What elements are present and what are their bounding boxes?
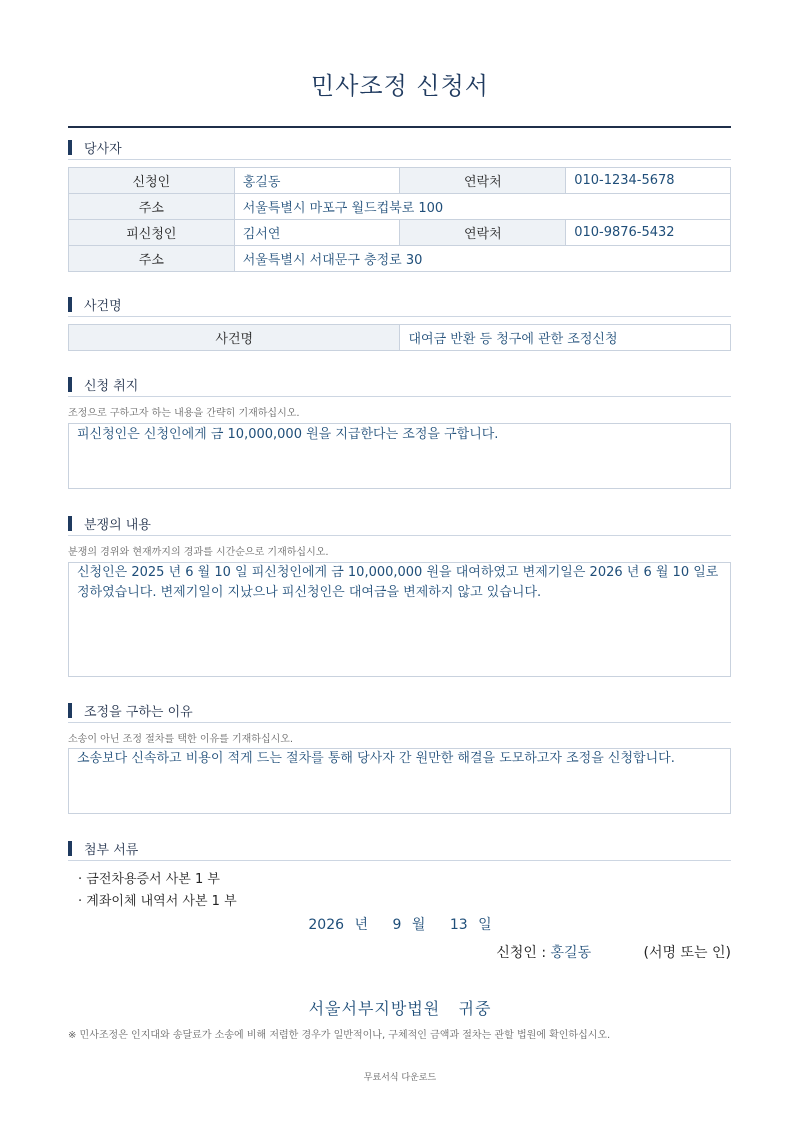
reason-hint: 소송이 아닌 조정 절차를 택한 이유를 기재하십시오. [68,734,294,745]
footnote: ※ 민사조정은 인지대와 송달료가 소송에 비해 저렴한 경우가 일반적이나, 구체적인 금액과 절차는 관할 법원에 확인하십시오. [68,1030,611,1041]
section-marker [68,377,72,392]
applicant-label: 신청인 [69,168,235,194]
applicant-contact-label: 연락처 [400,168,566,194]
date-month: 9 [392,917,402,933]
applicant-phone: 010-1234-5678 [566,168,731,194]
section-marker [68,703,72,718]
section-title: 당사자 [84,142,122,157]
section-marker [68,140,72,155]
dispute-hint: 분쟁의 경위와 현재까지의 경과를 시간순으로 기재하십시오. [68,547,329,558]
case-table [68,324,731,351]
reason-text: 소송보다 신속하고 비용이 적게 드는 절차를 통해 당사자 간 원만한 해결을 도모하고자 조정을 신청합니다. [68,748,731,814]
respondent-address: 서울특별시 서대문구 충정로 30 [234,246,730,272]
respondent-address-label: 주소 [69,246,235,272]
date-year-unit: 년 [354,917,368,933]
signature-label: 신청인 : [496,945,547,961]
section-parties [68,138,731,160]
table-row [69,246,731,272]
table-row [69,220,731,246]
applicant-name: 홍길동 [234,168,400,194]
date-day: 13 [449,917,468,933]
section-title: 첨부 서류 [84,843,139,858]
section-attachments [68,839,731,861]
section-marker [68,297,72,312]
signature-note: (서명 또는 인) [643,945,731,961]
section-title: 분쟁의 내용 [84,518,151,533]
applicant-address-label: 주소 [69,194,235,220]
applicant-address: 서울특별시 마포구 월드컵북로 100 [234,194,730,220]
court-addressee: 서울서부지방법원 귀중 [308,999,492,1018]
date-month-unit: 월 [411,917,426,933]
case-value: 대여금 반환 등 청구에 관한 조정신청 [400,325,731,351]
respondent-name: 김서연 [234,220,400,246]
document-title: 민사조정 신청서 [311,72,489,100]
section-reason [68,701,731,723]
purpose-hint: 조정으로 구하고자 하는 내용을 간략히 기재하십시오. [68,408,300,419]
signature-name: 홍길동 [550,945,592,961]
list-item: · 계좌이체 내역서 사본 1 부 [78,894,237,909]
parties-table [68,167,731,272]
signature-line [496,942,731,962]
table-row [69,168,731,194]
table-row [69,194,731,220]
section-title: 조정을 구하는 이유 [84,705,193,720]
footer-link[interactable]: 무료서식 다운로드 [363,1073,437,1083]
dispute-text: 신청인은 2025 년 6 월 10 일 피신청인에게 금 10,000,000 원을 대여하였고 변제기일은 2026 년 6 월 10 일로 정하였습니다. 변제기일이 지났으나 피신청인은 대여금을 변제하지 않고 있습니다. [68,562,731,677]
section-marker [68,516,72,531]
date-year: 2026 [308,917,345,933]
table-row [69,325,731,351]
respondent-contact-label: 연락처 [400,220,566,246]
section-title: 신청 취지 [84,379,139,394]
date-day-unit: 일 [478,917,492,933]
respondent-phone: 010-9876-5432 [566,220,731,246]
section-dispute [68,514,731,536]
case-label: 사건명 [69,325,400,351]
respondent-label: 피신청인 [69,220,235,246]
list-item: · 금전차용증서 사본 1 부 [78,872,220,887]
title-divider [68,126,731,128]
section-title: 사건명 [84,299,122,314]
section-case [68,295,731,317]
section-purpose [68,375,731,397]
application-date [0,914,800,934]
section-marker [68,841,72,856]
purpose-text: 피신청인은 신청인에게 금 10,000,000 원을 지급한다는 조정을 구합니다. [68,423,731,489]
